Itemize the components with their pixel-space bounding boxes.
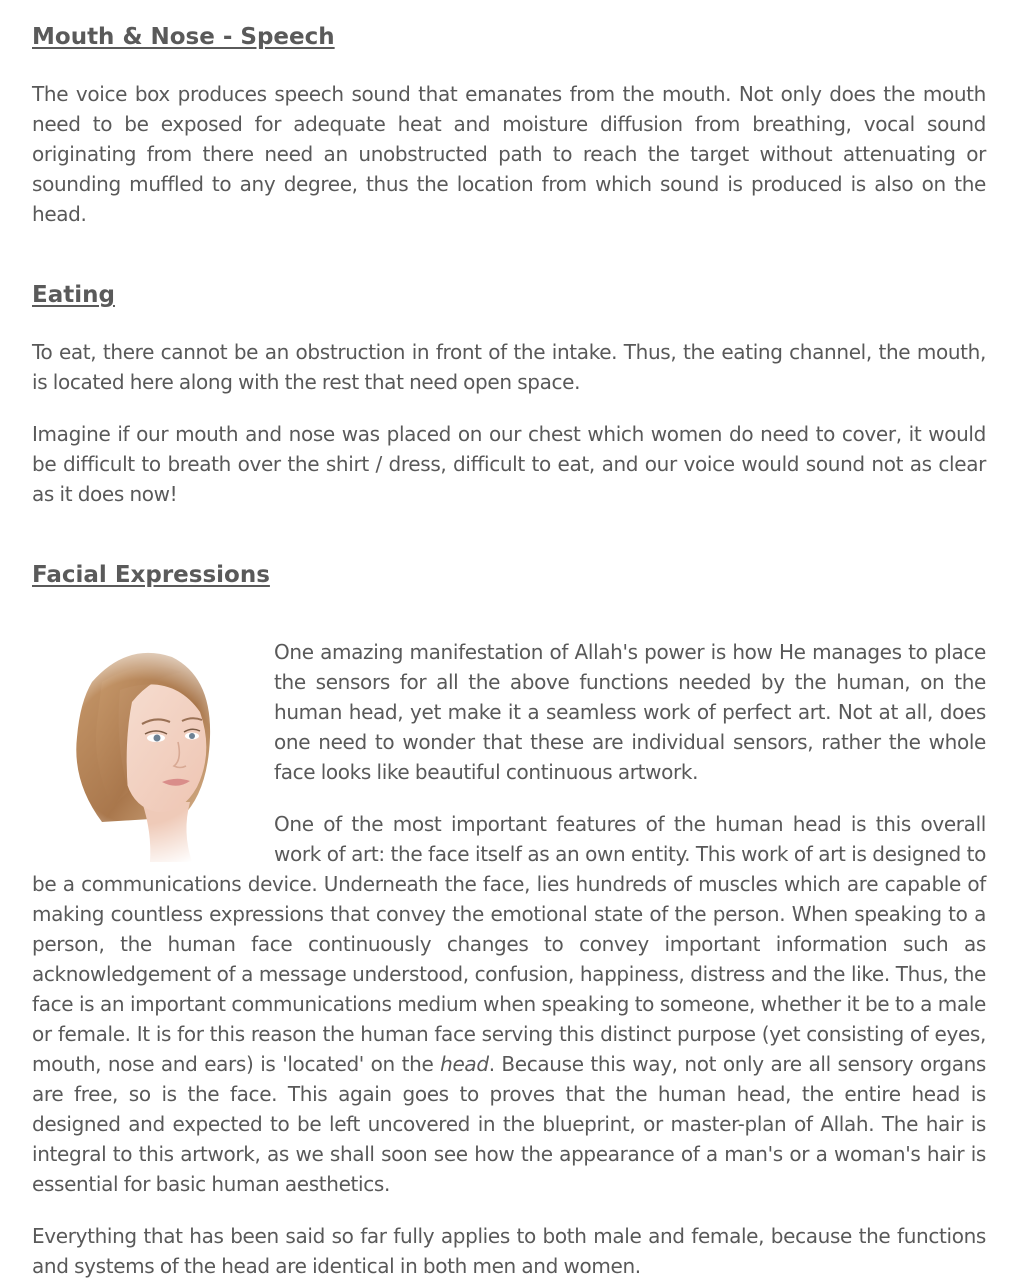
section-title-facial-expressions: Facial Expressions xyxy=(32,562,270,588)
facial-paragraph-2-text-a: One of the most important features of the human head is this overall work of art: the face itself as an own entity. This work of art is designed to be a communications device. Underneath the face, lies hundreds of muscles which are capable of making countless expressions that convey the emotional state of the person. When speaking to a person, the human face continuously changes to convey important information such as acknowledgement of a message understood, confusion, happiness, distress and the like. Thus, the face is an important communications medium when speaking to someone, whether it be to a male or female. It is for this reason the human face serving this distinct purpose (yet consisting of eyes, mouth, nose and ears) is 'located' on the xyxy=(32,812,986,1076)
facial-paragraph-2-text-b: . Because this way, not only are all sensory organs are free, so is the face. This again goes to proves that the human head, the entire head is designed and expected to be left uncovered in the blueprint, or master-plan of Allah. The hair is integral to this artwork, as we shall soon see how the appearance of a man's or a woman's hair is essential for basic human aesthetics. xyxy=(32,1052,986,1196)
woman-face-image xyxy=(32,642,250,862)
eating-paragraph-1: To eat, there cannot be an obstruction in front of the intake. Thus, the eating channel, the mouth, is located here along with the rest that need open space. xyxy=(32,340,986,394)
article xyxy=(32,20,986,1281)
eating-paragraph-2: Imagine if our mouth and nose was placed on our chest which women do need to cover, it would be difficult to breath over the shirt / dress, difficult to eat, and our voice would sound not as clear as it does now! xyxy=(32,422,986,506)
section-title-speech: Mouth & Nose - Speech xyxy=(32,24,335,50)
woman-face-icon xyxy=(32,642,250,862)
facial-paragraph-2-emphasis: head xyxy=(440,1052,489,1076)
section-title-eating: Eating xyxy=(32,282,115,308)
speech-paragraph-1: The voice box produces speech sound that emanates from the mouth. Not only does the mouth need to be exposed for adequate heat and moisture diffusion from breathing, vocal sound originating from there need an unobstructed path to reach the target without attenuating or sounding muffled to any degree, thus the location from which sound is produced is also on the head. xyxy=(32,82,986,226)
facial-paragraph-1: One amazing manifestation of Allah's power is how He manages to place the sensors for all the above functions needed by the human, on the human head, yet make it a seamless work of perfect art. Not at all, does one need to wonder that these are individual sensors, rather the whole face looks like beautiful continuous artwork. xyxy=(274,640,986,784)
facial-paragraph-2 xyxy=(32,809,986,1199)
facial-paragraph-3: Everything that has been said so far fully applies to both male and female, because the functions and systems of the head are identical in both men and women. xyxy=(32,1224,986,1278)
